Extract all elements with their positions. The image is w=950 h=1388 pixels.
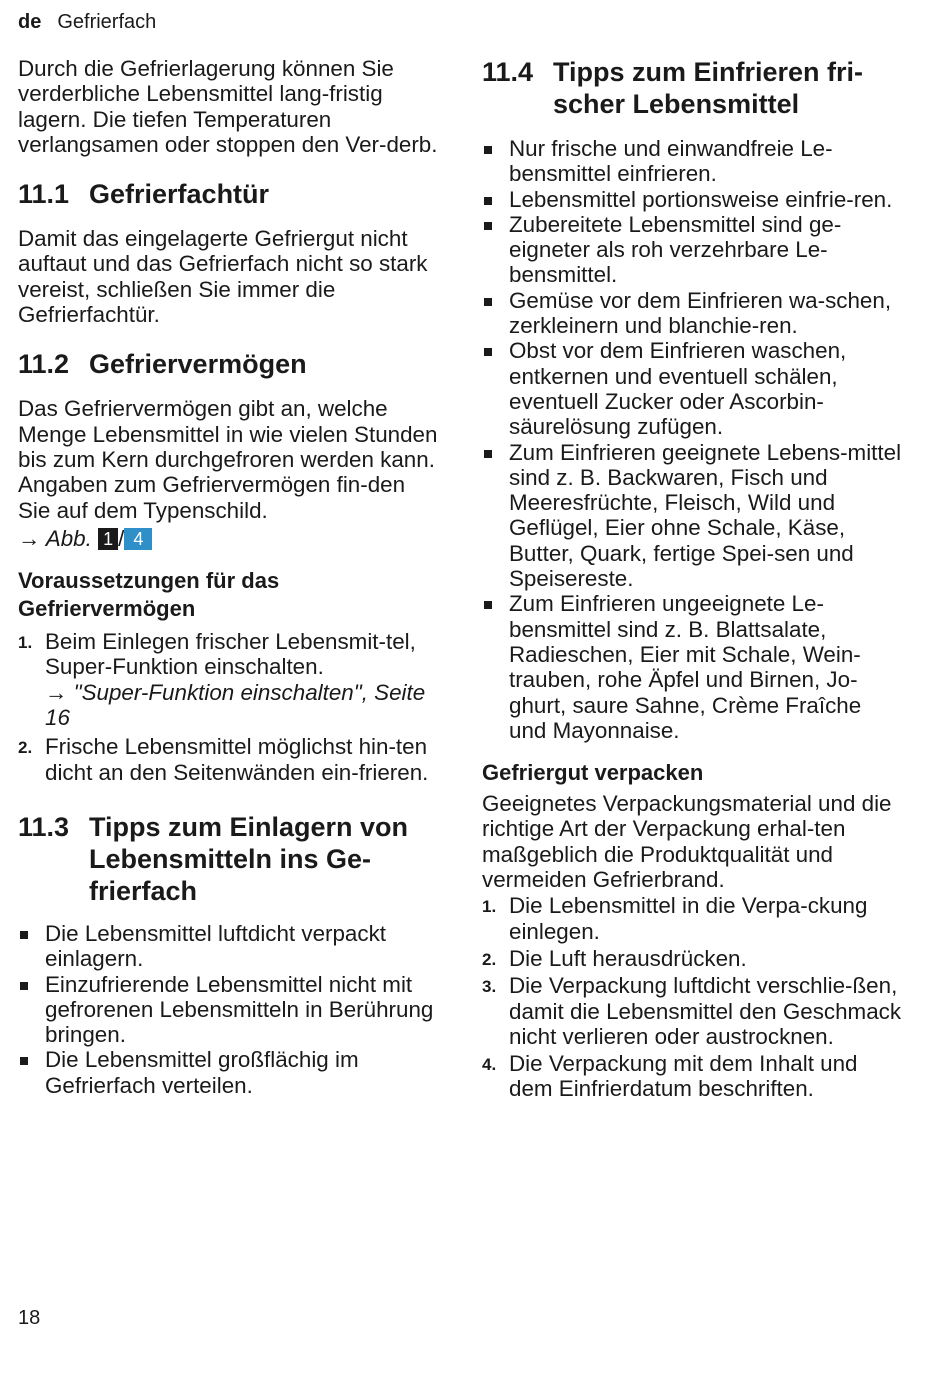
section-title: Tipps zum Einlagern von Lebensmitteln ins Ge-frierfach (89, 811, 409, 906)
section-number: 11.1 (18, 179, 70, 210)
section-heading-11-4 (482, 56, 902, 120)
language-code: de (18, 11, 42, 33)
subheading: Voraussetzungen für das Gefriervermögen (18, 568, 280, 622)
step-number: 3. (482, 977, 497, 997)
section-title: Gefrierfachtür (89, 179, 270, 210)
section-heading-11-3 (18, 811, 438, 907)
step-text: Die Verpackung mit dem Inhalt und dem Einfrierdatum beschriften. (509, 1051, 858, 1102)
list-item: Die Lebensmittel großflächig im Gefrierfach verteilen. (18, 1047, 438, 1098)
right-column (482, 56, 902, 1102)
section-number: 11.2 (18, 349, 70, 380)
steps-list (482, 893, 902, 1101)
list-item: Die Lebensmittel luftdicht verpackt einlagern. (18, 921, 438, 972)
step-number: 1. (482, 897, 497, 917)
step-text: Frische Lebensmittel möglichst hin-ten dicht an den Seitenwänden ein-frieren. (45, 734, 429, 785)
section-number: 11.3 (18, 811, 70, 842)
list-item: Obst vor dem Einfrieren waschen, entkernen und eventuell schälen, eventuell Zucker oder Ascorbin-säurelösung zufügen. (482, 338, 902, 439)
arrow-right-icon: → (45, 679, 68, 705)
figure-reference[interactable] (18, 526, 438, 551)
section-text: Das Gefriervermögen gibt an, welche Menge Lebensmittel in wie vielen Stunden bis zum Kern durchgefroren werden kann. (18, 396, 438, 472)
arrow-right-icon: → (18, 525, 41, 551)
bullet-list (18, 921, 438, 1098)
step-number: 2. (482, 949, 497, 969)
list-item (18, 629, 438, 730)
list-item: Einzufrierende Lebensmittel nicht mit gefrorenen Lebensmitteln in Berührung bringen. (18, 972, 438, 1048)
list-item (482, 973, 902, 1049)
step-text: Die Verpackung luftdicht verschlie-ßen, damit die Lebensmittel den Geschmack nicht verlieren oder austrocknen. (509, 973, 902, 1049)
figure-number-badge: 4 (124, 528, 152, 550)
section-text: Angaben zum Gefriervermögen fin-den Sie auf dem Typenschild. (18, 472, 406, 523)
bullet-list (482, 136, 902, 743)
figure-number-badge: 1 (98, 528, 118, 550)
list-item (18, 734, 438, 785)
steps-list (18, 629, 438, 785)
step-text: Beim Einlegen frischer Lebensmit-tel, Super-Funktion einschalten. (45, 629, 416, 680)
step-number: 1. (18, 633, 33, 653)
section-number: 11.4 (482, 57, 534, 87)
list-item: Zum Einfrieren geeignete Lebens-mittel sind z. B. Backwaren, Fisch und Meeresfrüchte, Fleisch, Wild und Geflügel, Eier ohne Schale, Käse, Butter, Quark, fertige Spei-sen und Speisereste. (482, 440, 902, 592)
figure-ref-label: Abb. (45, 525, 92, 551)
list-item (482, 893, 902, 944)
step-text: Die Luft herausdrücken. (509, 945, 747, 971)
figure-separator: / (118, 525, 125, 551)
section-title: Gefriervermögen (89, 349, 307, 380)
section-heading-11-2 (18, 348, 438, 380)
step-text: Die Lebensmittel in die Verpa-ckung einlegen. (509, 893, 868, 944)
page-number: 18 (18, 1307, 41, 1329)
intro-text: Durch die Gefrierlagerung können Sie verderbliche Lebensmittel lang-fristig lagern. Die tiefen Temperaturen verlangsamen oder stoppen den Ver-derb. (18, 56, 438, 157)
left-column (18, 56, 438, 1098)
list-item: Zum Einfrieren ungeeignete Le-bensmittel sind z. B. Blattsalate, Radieschen, Eier mit Schale, Wein-trauben, rohe Äpfel und Birnen, Jo-ghurt, saure Sahne, Crème Fraîche und Mayonnaise. (482, 591, 902, 743)
list-item (482, 1051, 902, 1102)
step-number: 4. (482, 1055, 497, 1075)
header-section: Gefrierfach (57, 11, 157, 33)
list-item: Gemüse vor dem Einfrieren wa-schen, zerkleinern und blanchie-ren. (482, 288, 902, 339)
section-title: Tipps zum Einfrieren fri-scher Lebensmittel (553, 57, 864, 119)
step-number: 2. (18, 738, 33, 758)
reference-text: "Super-Funktion einschalten", Seite 16 (45, 679, 426, 731)
section-text: Damit das eingelagerte Gefriergut nicht auftaut und das Gefrierfach nicht so stark vereist, schließen Sie immer die Gefrierfachtür. (18, 226, 428, 328)
list-item: Nur frische und einwandfreie Le-bensmittel einfrieren. (482, 136, 902, 187)
subheading: Gefriergut verpacken (482, 760, 704, 786)
page-header (18, 10, 156, 34)
section-text: Geeignetes Verpackungsmaterial und die richtige Art der Verpackung erhal-ten maßgeblich die Produktqualität und vermeiden Gefrierbrand. (482, 791, 892, 893)
section-heading-11-1 (18, 178, 438, 210)
page-reference-link[interactable] (45, 680, 425, 730)
list-item: Lebensmittel portionsweise einfrie-ren. (482, 187, 902, 212)
list-item: Zubereitete Lebensmittel sind ge-eigneter als roh verzehrbare Le-bensmittel. (482, 212, 902, 288)
list-item (482, 946, 902, 971)
